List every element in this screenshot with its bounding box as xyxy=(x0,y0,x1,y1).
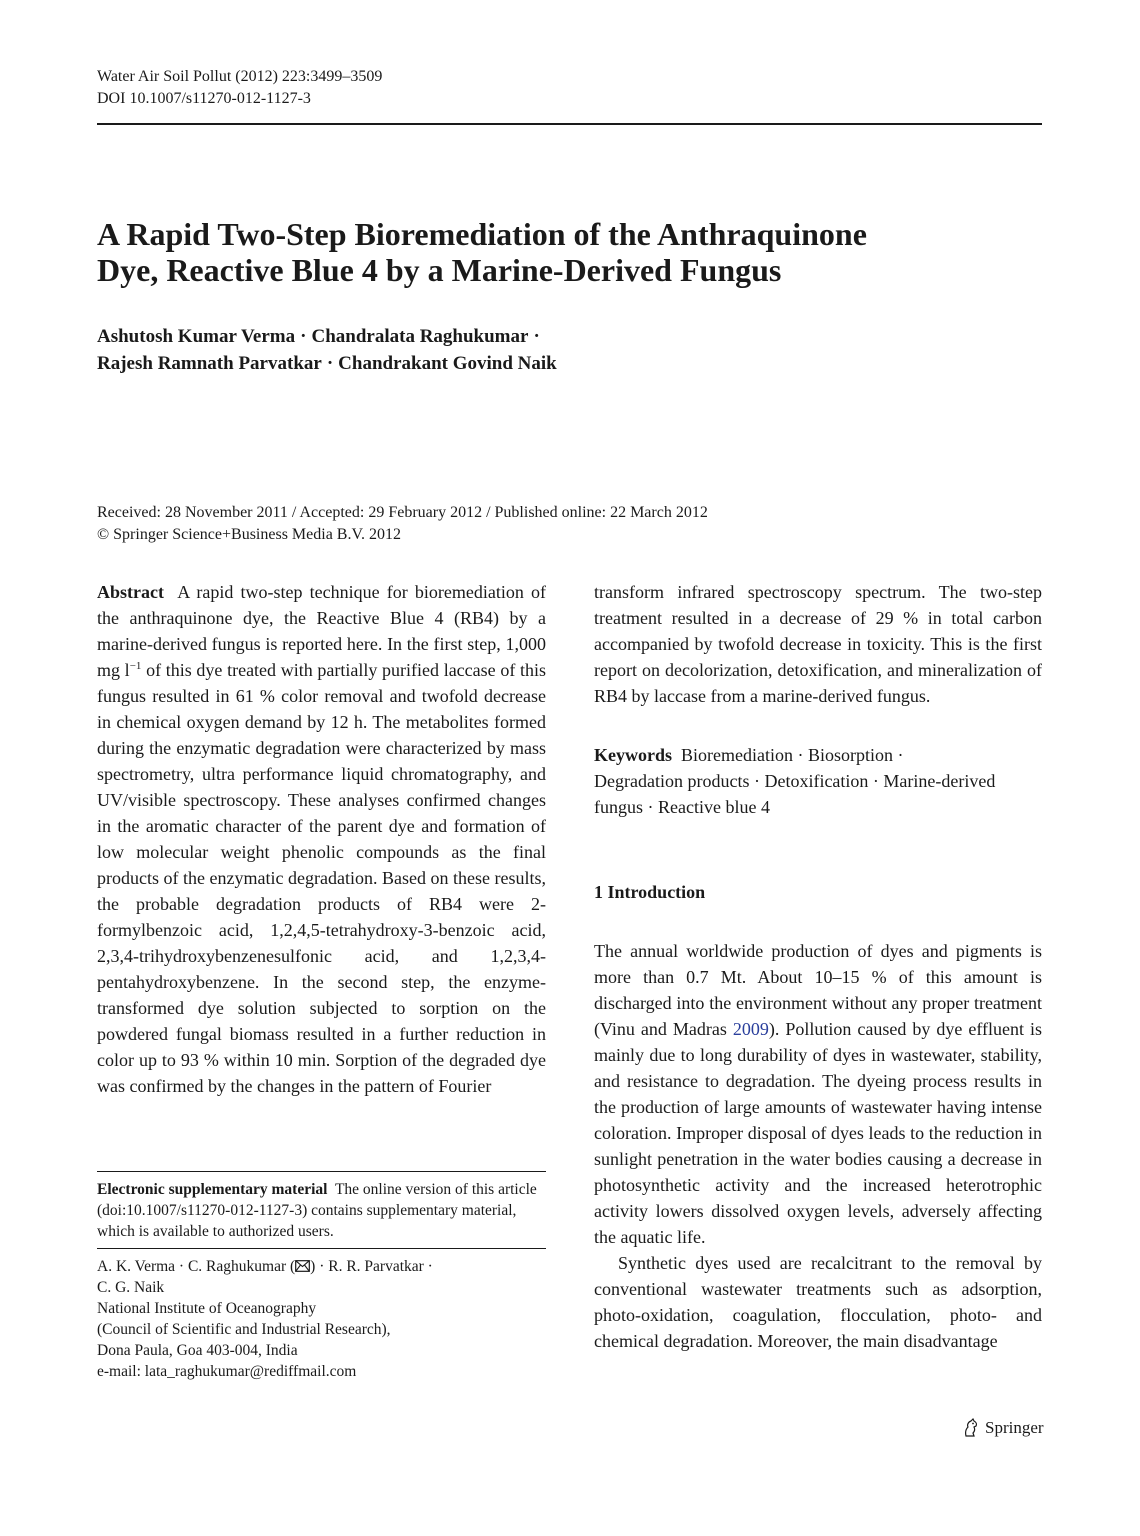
author-separator: · xyxy=(300,326,307,347)
envelope-icon xyxy=(295,1260,310,1272)
journal-citation: Water Air Soil Pollut (2012) 223:3499–3509 xyxy=(97,68,383,85)
abstract-heading: Abstract xyxy=(97,582,164,602)
author-name: Rajesh Ramnath Parvatkar xyxy=(97,353,322,374)
section-heading: 1 Introduction xyxy=(594,882,706,902)
paper-title xyxy=(97,216,997,288)
intro-text: The annual worldwide production of dyes and pigments is more than 0.7 Mt. About 10–15 % of this amount is discharged into the environment without any proper treatment (Vinu and Madras xyxy=(594,941,1042,1039)
title-line-1: A Rapid Two-Step Bioremediation of the Anthraquinone xyxy=(97,216,867,252)
keywords: Keywords Bioremediation · Biosorption · Degradation products · Detoxification · Marine-derived fungus · Reactive blue 4 xyxy=(594,745,996,817)
journal-header xyxy=(97,66,382,110)
intro-text: ). Pollution caused by dye effluent is mainly due to long durability of dyes in wastewater, stability, and resistance to degradation. The dyeing process results in the production of large amounts of wastewater having intense coloration. Improper disposal of dyes leads to the reduction in sunlight penetration in the water bodies causing a decrease in photosynthetic activity and the increased heterotrophic activity lowers dissolved oxygen levels, adversely affecting the aquatic life. xyxy=(594,1019,1043,1247)
springer-horse-icon xyxy=(962,1418,980,1438)
footnote-rule xyxy=(97,1171,546,1172)
copyright-line: © Springer Science+Business Media B.V. 2012 xyxy=(97,526,401,543)
publisher-logo xyxy=(962,1417,1044,1439)
affiliation-note xyxy=(97,1256,546,1382)
keywords-heading: Keywords xyxy=(594,745,672,765)
abstract xyxy=(97,579,546,1099)
title-line-2: Dye, Reactive Blue 4 by a Marine-Derived Fungus xyxy=(97,252,782,288)
affiliation-authors: A. K. Verma · C. Raghukumar ( xyxy=(97,1258,296,1275)
keyword: Detoxification xyxy=(764,771,869,791)
institute-address: Dona Paula, Goa 403-004, India xyxy=(97,1342,298,1359)
superscript: −1 xyxy=(129,660,142,672)
publisher-name: Springer xyxy=(985,1418,1044,1437)
footnote-rule xyxy=(97,1248,546,1249)
author-name: Ashutosh Kumar Verma xyxy=(97,326,296,347)
esm-heading: Electronic supplementary material xyxy=(97,1181,328,1198)
abstract-text: of this dye treated with partially purified laccase of this fungus resulted in 61 % color removal and twofold decrease in chemical oxygen demand by 12 h. The metabolites formed during the enzymatic degradation were characterized by mass spectrometry, ultra performance liquid chromatography, and UV/visible spectroscopy. These analyses confirmed changes in the aromatic character of the parent dye and formation of low molecular weight phenolic compounds as the final products of the enzymatic degradation. Based on these results, the probable degradation products of RB4 were 2-formylbenzoic acid, 1,2,4,5-tetrahydroxy-3-benzoic acid, 2,3,4-trihydroxybenzenesulfonic acid, and 1,2,3,4-pentahydroxybenzene. In the second step, the enzyme-transformed dye solution subjected to sorption on the powdered fungal biomass resulted in a further reduction in color up to 93 % within 10 min. Sorption of the degraded dye was confirmed by the changes in the pattern of Fourier xyxy=(97,660,546,1096)
abstract-text: A rapid two-step technique for bioremediation of the anthraquinone dye, the Reactive Blue 4 (RB4) by a marine-derived fungus is reported here. In the first step, 1,000 mg l xyxy=(97,582,546,680)
author-name: Chandralata Raghukumar xyxy=(311,326,529,347)
right-column xyxy=(594,579,1042,1354)
intro-paragraph xyxy=(594,938,1042,1250)
author-separator: · xyxy=(326,353,334,374)
citation-link[interactable]: 2009 xyxy=(732,1019,769,1039)
institute-council: (Council of Scientific and Industrial Research), xyxy=(97,1321,391,1338)
author-list xyxy=(97,323,557,377)
keyword: Reactive blue 4 xyxy=(658,797,770,817)
keyword: Marine-derived fungus xyxy=(594,771,996,817)
keyword: Bioremediation xyxy=(681,745,793,765)
institute-name: National Institute of Oceanography xyxy=(97,1300,317,1317)
history-line: Received: 28 November 2011 / Accepted: 29 February 2012 / Published online: 22 March 2012 xyxy=(97,504,708,521)
left-column xyxy=(97,579,546,1099)
doi: DOI 10.1007/s11270-012-1127-3 xyxy=(97,90,311,107)
affiliation-authors: C. G. Naik xyxy=(97,1279,165,1296)
abstract-continued: transform infrared spectroscopy spectrum. The two-step treatment resulted in a decrease of 29 % in total carbon accompanied by twofold decrease in toxicity. This is the first report on decolorization, detoxification, and mineralization of RB4 by laccase from a marine-derived fungus. xyxy=(594,582,1042,706)
publication-dates xyxy=(97,502,708,546)
contact-email: e-mail: lata_raghukumar@rediffmail.com xyxy=(97,1363,357,1380)
keyword: Degradation products xyxy=(594,771,750,791)
affiliation-authors: ) · R. R. Parvatkar · xyxy=(310,1258,433,1275)
author-separator: · xyxy=(533,326,540,347)
header-rule xyxy=(97,123,1042,125)
author-name: Chandrakant Govind Naik xyxy=(338,353,557,374)
esm-note xyxy=(97,1179,546,1242)
esm-text: The online version of this article (doi:10.1007/s11270-012-1127-3) contains supplementary material, which is available to authorized users. xyxy=(97,1181,537,1240)
keyword: Biosorption xyxy=(807,745,893,765)
intro-paragraph: Synthetic dyes used are recalcitrant to the removal by conventional wastewater treatments such as adsorption, photo-oxidation, coagulation, flocculation, photo- and chemical degradation. Moreover, the main disadvantage xyxy=(594,1253,1042,1351)
